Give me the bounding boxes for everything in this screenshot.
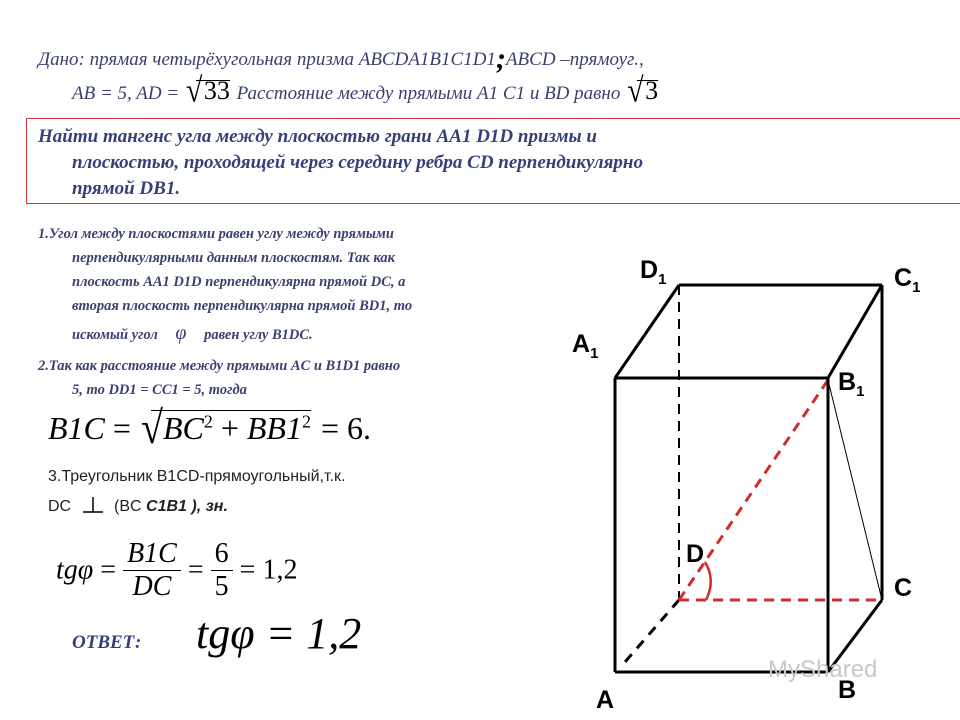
- given-ab: AB = 5,: [72, 83, 132, 104]
- label-c: C: [894, 574, 913, 602]
- formula2-num1: B1C: [123, 538, 181, 571]
- given-ad: AD =: [136, 83, 180, 104]
- formula1-plus: +: [220, 410, 239, 446]
- formula1-bb1: BB1: [246, 410, 302, 446]
- radicand-3: 3: [645, 76, 659, 105]
- step1-line-2: перпендикулярными данным плоскостям. Так как: [72, 250, 395, 266]
- label-d: D: [686, 540, 705, 568]
- formula2-eq1: =: [100, 554, 117, 586]
- formula1-bc: BC: [162, 410, 204, 446]
- step3-line-1: 3.Треугольник B1CD-прямоугольный,т.к.: [48, 468, 346, 485]
- formula1-eq: =: [112, 410, 131, 446]
- label-d1: $D_1$: [640, 256, 667, 288]
- formula1-result: = 6.: [320, 410, 372, 446]
- answer-label: ОТВЕТ:: [72, 632, 142, 653]
- phi-symbol: φ: [175, 322, 187, 344]
- step1-line-3: плоскость АА1 D1D перпендикулярна прямой DC, а: [72, 274, 406, 290]
- step1-angle-equal: равен углу B1DC.: [204, 327, 313, 343]
- step2-line-1: 2.Так как расстояние между прямыми AC и B1D1 равно: [38, 358, 401, 374]
- formula2-eq2: =: [187, 554, 204, 586]
- prism-name: ABCDA1B1C1D1: [358, 49, 496, 70]
- step3-tail: ), зн.: [191, 498, 228, 515]
- line-b1c: [828, 380, 882, 600]
- sqrt-3: √ 3: [627, 71, 659, 110]
- step1-angle-text: искомый угол: [72, 327, 158, 343]
- sqrt-33: √ 33: [185, 71, 230, 110]
- given-prefix: Дано: прямая четырёхугольная призма: [38, 49, 359, 70]
- step1-line-1: 1.Угол между плоскостями равен углу между прямыми: [38, 226, 394, 242]
- label-c1: $C_1$: [894, 264, 921, 296]
- formula2-result: = 1,2: [239, 554, 298, 586]
- label-b: B: [838, 676, 857, 704]
- formula2-den2: 5: [214, 571, 229, 602]
- formula1-lhs: B1C: [48, 410, 105, 446]
- given-semicolon: ;: [495, 42, 506, 75]
- label-a1: $A_1$: [572, 330, 599, 362]
- given-distance: Расстояние между прямыми А1 С1 и BD равно: [236, 83, 621, 104]
- edge-c1b1: [828, 285, 882, 378]
- step3-c1b1: C1B1: [146, 498, 187, 515]
- angle-arc: [705, 562, 711, 600]
- step1-line-4: вторая плоскость перпендикулярна прямой BD1, то: [72, 298, 413, 314]
- edge-da: [625, 600, 679, 662]
- formula2-num2: 6: [211, 538, 233, 571]
- find-line-1: Найти тангенс угла между плоскостью грани АА1 D1D призмы и: [38, 126, 597, 147]
- watermark: MyShared: [768, 656, 878, 683]
- find-line-3: прямой DB1.: [72, 178, 181, 199]
- step2-line-2: 5, то DD1 = CC1 = 5, тогда: [72, 382, 247, 398]
- label-b1: $B_1$: [838, 368, 865, 400]
- formula1-exp1: 2: [203, 411, 213, 432]
- answer-value: tgφ = 1,2: [196, 609, 362, 658]
- step3-dc: DC: [48, 498, 72, 515]
- find-line-2: плоскостью, проходящей через середину ребра CD перпендикулярно: [72, 152, 643, 173]
- edge-d1a1: [615, 285, 679, 378]
- formula1-sqrt: √ $BC^2 + BB1^2$: [140, 401, 311, 454]
- given-rect: ABCD –прямоуг.,: [505, 49, 644, 70]
- formula1-exp2: 2: [301, 411, 311, 432]
- label-a: A: [596, 686, 615, 714]
- formula2-den1: DC: [132, 571, 172, 602]
- radicand-33: 33: [203, 76, 230, 105]
- formula2-tg: tgφ: [56, 554, 94, 586]
- step3-bc: (BC: [114, 498, 142, 515]
